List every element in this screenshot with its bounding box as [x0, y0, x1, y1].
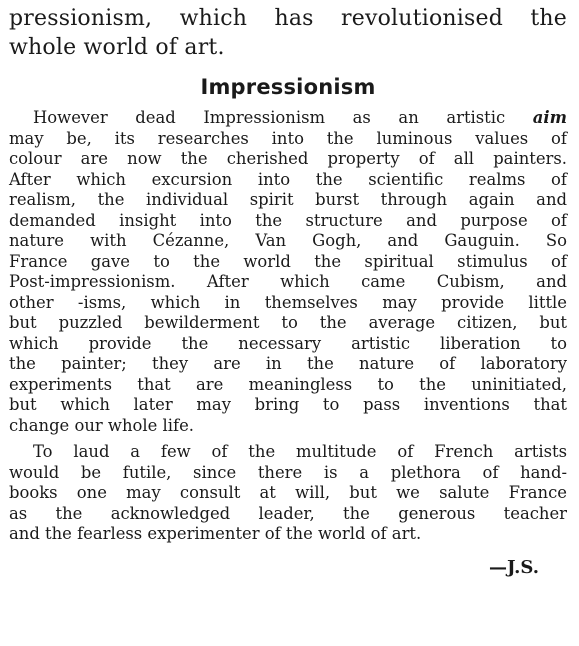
author-signature: —J.S.	[488, 556, 539, 578]
paragraph-2-line: books one may consult at will, but we salute France	[9, 483, 567, 502]
paragraph-1-line: may be, its researches into the luminous values of	[9, 128, 567, 148]
paragraph-1-line: which provide the necessary artistic liberation to	[9, 333, 567, 353]
paragraph-1-line: experiments that are meaningless to the uninitiated,	[9, 374, 567, 394]
emphasis-aim: aim	[532, 108, 567, 127]
lead-line-1: pressionism, which has revolutionised the	[9, 6, 567, 31]
paragraph-1-line: realism, the individual spirit burst through again and	[9, 190, 567, 209]
paragraph-1-line: colour are now the cherished property of all painters.	[9, 149, 567, 168]
paragraph-1-line: but puzzled bewilderment to the average citizen, but	[9, 313, 567, 332]
paragraph-2-line: as the acknowledged leader, the generous teacher	[9, 503, 567, 523]
paragraph-1-line: Post-impressionism. After which came Cubism, and	[9, 272, 567, 291]
paragraph-1-line: change our whole life.	[9, 415, 195, 435]
paragraph-1-line: nature with Cézanne, Van Gogh, and Gauguin. So	[9, 231, 567, 250]
paragraph-1-line: After which excursion into the scientific realms of	[9, 169, 567, 189]
section-heading: Impressionism	[200, 75, 376, 99]
lead-text	[9, 4, 567, 62]
paragraph-1-line: France gave to the world the spiritual stimulus of	[9, 251, 567, 271]
paragraph-1-line: the painter; they are in the nature of laboratory	[9, 354, 567, 373]
paragraph-1-line-1-text: However dead Impressionism as an artistic	[33, 108, 506, 127]
paragraph-2-line: To laud a few of the multitude of French artists	[33, 442, 567, 461]
paragraph-1-line: but which later may bring to pass inventions that	[9, 395, 567, 414]
paragraph-1	[9, 108, 567, 436]
paragraph-2-line: would be futile, since there is a plethora of hand-	[9, 462, 567, 482]
paragraph-2	[9, 442, 567, 545]
paragraph-2-line: and the fearless experimenter of the world of art.	[9, 524, 422, 543]
paragraph-1-line: demanded insight into the structure and purpose of	[9, 210, 567, 230]
paragraph-1-line-1	[9, 108, 567, 129]
paragraph-1-line: other -isms, which in themselves may provide little	[9, 292, 567, 312]
lead-line-2: whole world of art.	[9, 35, 225, 60]
